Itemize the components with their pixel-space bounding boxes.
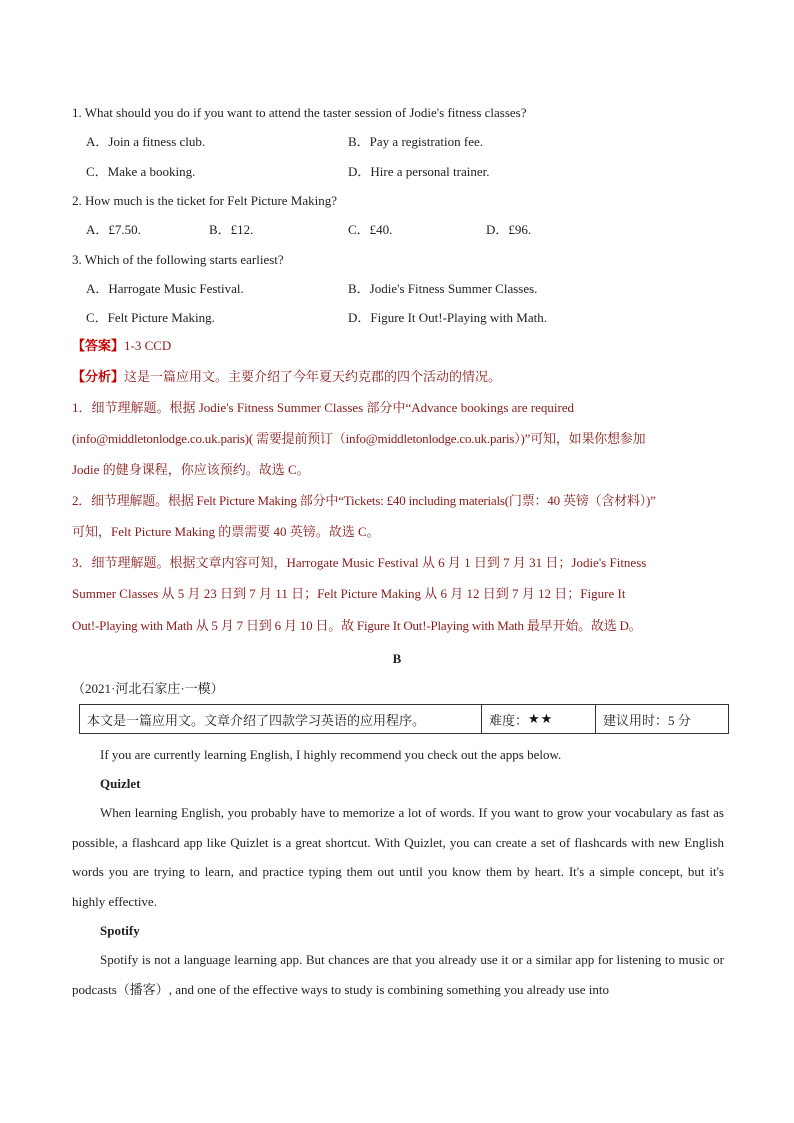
analysis-line-8: Out!-Playing with Math 从 5 月 7 日到 6 月 10 日。故 Figure It Out!-Playing with Math 最早开始。故选 D。 xyxy=(72,618,642,633)
analysis-line-2: (info@middletonlodge.co.uk.paris)( 需要提前预订（info@middletonlodge.co.uk.paris）)”可知，如果你想参加 xyxy=(72,431,646,446)
app-heading-quizlet: Quizlet xyxy=(100,776,141,791)
difficulty-label: 难度： xyxy=(489,712,529,728)
analysis-line-7: Summer Classes 从 5 月 23 日到 7 月 11 日；Felt Picture Making 从 6 月 12 日到 7 月 12 日；Figure It xyxy=(72,586,626,601)
question-3-stem: 3. Which of the following starts earliest? xyxy=(72,252,284,267)
answer-text: 1-3 CCD xyxy=(124,338,172,353)
analysis-line-3: Jodie 的健身课程，你应该预约。故选 C。 xyxy=(72,462,310,477)
difficulty-cell xyxy=(482,705,596,733)
section-letter: B xyxy=(392,651,402,666)
info-summary: 本文是一篇应用文。文章介绍了四款学习英语的应用程序。 xyxy=(80,705,482,733)
section-source: （2021·河北石家庄·一模） xyxy=(72,681,224,696)
analysis-line-5: 可知，Felt Picture Making 的票需要 40 英镑。故选 C。 xyxy=(72,524,380,539)
analysis-line-1: 1．细节理解题。根据 Jodie's Fitness Summer Classes 部分中“Advance bookings are required xyxy=(72,400,575,415)
question-2-stem: 2. How much is the ticket for Felt Picture Making? xyxy=(72,193,338,208)
analysis-summary: 这是一篇应用文。主要介绍了今年夏天约克郡的四个活动的情况。 xyxy=(124,369,502,384)
question-3-option-a: A．Harrogate Music Festival. xyxy=(86,281,244,296)
question-1-option-c: C．Make a booking. xyxy=(86,164,196,179)
star-icon: ★★ xyxy=(528,711,554,726)
analysis-tag: 【分析】 xyxy=(72,369,125,384)
analysis-intro xyxy=(72,368,501,386)
question-2-option-b: B．£12. xyxy=(209,222,254,237)
question-2-option-d: D．£96. xyxy=(486,222,532,237)
question-3-option-c: C．Felt Picture Making. xyxy=(86,310,215,325)
question-1-stem: 1. What should you do if you want to attend the taster session of Jodie's fitness classes? xyxy=(72,105,527,120)
analysis-line-6: 3．细节理解题。根据文章内容可知，Harrogate Music Festival 从 6 月 1 日到 7 月 31 日；Jodie's Fitness xyxy=(72,555,647,570)
analysis-line-4: 2．细节理解题。根据 Felt Picture Making 部分中“Tickets: £40 including materials(门票：40 英镑（含材料）)” xyxy=(72,493,656,508)
answer-tag: 【答案】 xyxy=(72,338,125,353)
info-box xyxy=(79,704,729,734)
question-2-option-a: A．£7.50. xyxy=(86,222,141,237)
article-intro: If you are currently learning English, I highly recommend you check out the apps below. xyxy=(100,747,562,762)
question-3-option-b: B．Jodie's Fitness Summer Classes. xyxy=(348,281,538,296)
question-1-option-d: D．Hire a personal trainer. xyxy=(348,164,490,179)
app-text-quizlet: When learning English, you probably have to memorize a lot of words. If you want to grow your vocabulary as fast as possible, a flashcard app like Quizlet is a great shortcut. With Quizlet, you can create a set of flashcards with new English words you are trying to learn, and practice typing them out until you know them by heart. It's a simple concept, but it's highly effective. xyxy=(72,805,724,909)
question-2-option-c: C．£40. xyxy=(348,222,393,237)
suggested-time: 建议用时：5 分 xyxy=(603,712,691,728)
answer-line xyxy=(72,337,171,355)
question-3-option-d: D．Figure It Out!-Playing with Math. xyxy=(348,310,547,325)
app-heading-spotify: Spotify xyxy=(100,923,140,938)
app-text-spotify: Spotify is not a language learning app. But chances are that you already use it or a similar app for listening to music or podcasts（播客）, and one of the effective ways to study is combining something you already use into xyxy=(72,952,724,997)
question-1-option-b: B．Pay a registration fee. xyxy=(348,134,484,149)
question-1-option-a: A．Join a fitness club. xyxy=(86,134,206,149)
